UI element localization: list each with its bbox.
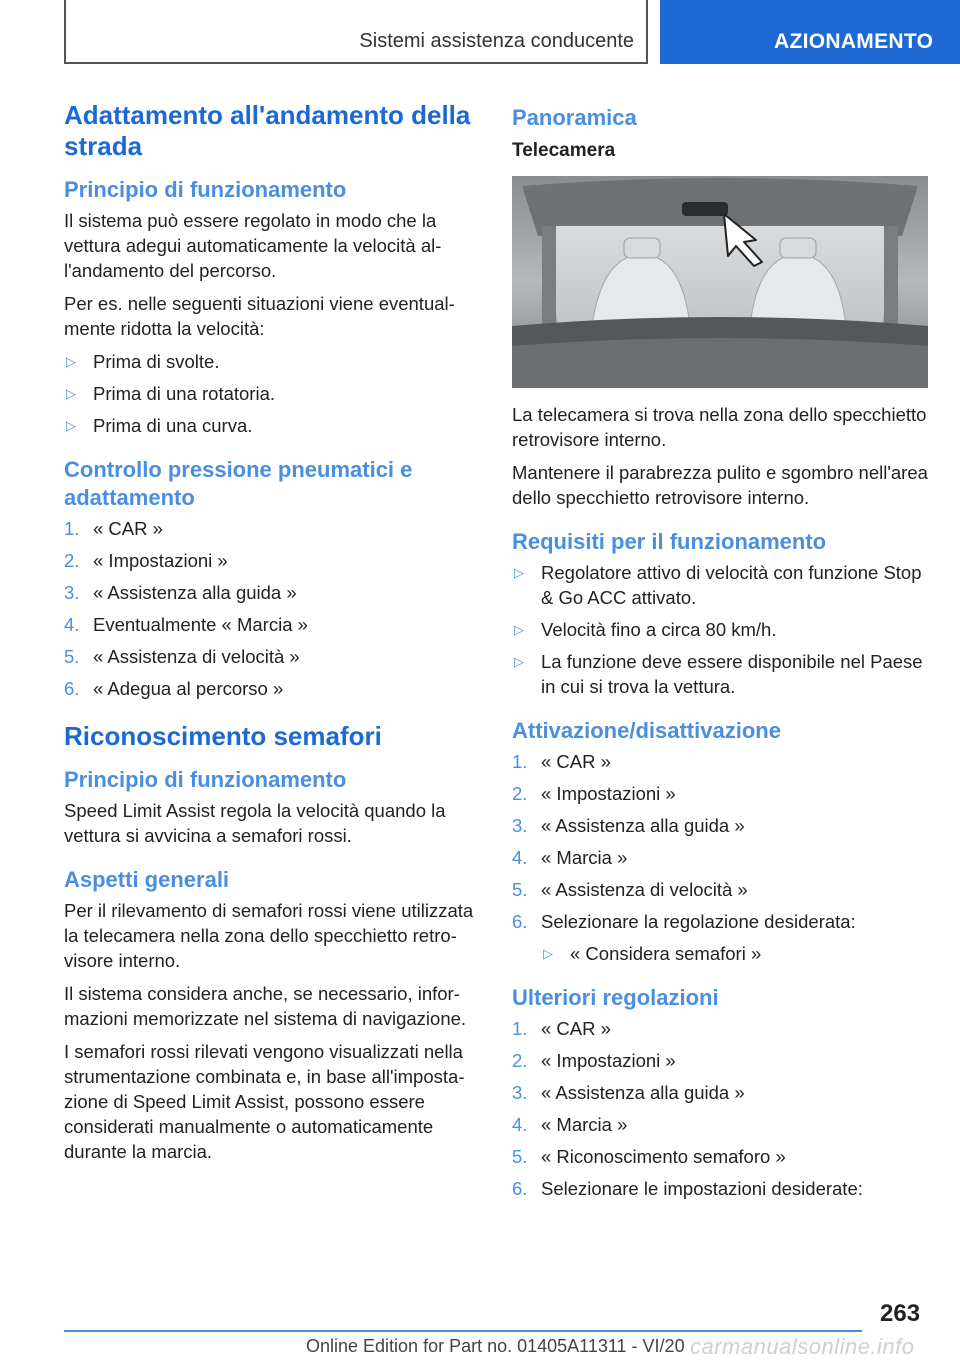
bullet-list [64,349,482,438]
chapter-title: AZIONAMENTO [774,30,934,53]
paragraph: Per es. nelle seguenti situazioni viene eventualmente ridotta la velocità: [64,293,455,339]
camera-location-image [512,176,928,388]
heading-principle-1: Principio di funzionamento [64,177,347,202]
triangle-bullet-icon: ▷ [66,418,76,433]
heading-overview: Panoramica [512,105,637,130]
list-item: 5. « Assistenza di velocità » [512,879,748,900]
footer-divider [64,1330,862,1332]
page-header [0,0,960,66]
list-item: ▷ Velocità fino a circa 80 km/h. [514,619,777,640]
heading-further-settings: Ulteriori regolazioni [512,985,719,1010]
paragraph: Il sistema considera anche, se necessario, informazioni memorizzate nel sistema di navigazione. [64,983,467,1029]
list-item: 2. « Impostazioni » [512,1050,676,1071]
list-item: 6. Selezionare la regolazione desiderata: [512,911,856,932]
triangle-bullet-icon: ▷ [66,354,76,369]
paragraph: Mantenere il parabrezza pulito e sgombro nell'area dello specchietto retrovisore interno. [512,462,928,508]
triangle-bullet-icon: ▷ [514,565,524,580]
list-item: 2. « Impostazioni » [512,783,676,804]
list-item: 1. « CAR » [512,1018,611,1039]
list-item: ▷ Prima di una curva. [66,415,253,436]
triangle-bullet-icon: ▷ [543,946,553,961]
list-item: 3. « Assistenza alla guida » [512,815,745,836]
paragraph: Speed Limit Assist regola la velocità quando la vettura si avvicina a semafori rossi. [64,800,446,846]
sub-bullet-list [512,941,932,966]
section-tab [64,0,648,64]
triangle-bullet-icon: ▷ [514,654,524,669]
triangle-bullet-icon: ▷ [66,386,76,401]
watermark: carmanualsonline.info [690,1334,915,1359]
list-item: ▷ La funzione deve essere disponibile nel Paese in cui si trova la vettura. [514,651,923,697]
heading-principle-2: Principio di funzionamento [64,767,347,792]
list-item: ▷ « Considera semafori » [543,943,762,964]
paragraph: Il sistema può essere regolato in modo che la vettura adegui automaticamente la velocità all'andamento del percorso. [64,210,442,281]
heading-road-adaptation: Adattamento all'andamento della strada [64,100,471,161]
right-column [512,100,932,1208]
list-item: 3. « Assistenza alla guida » [512,1082,745,1103]
heading-requirements: Requisiti per il funzionamento [512,529,827,554]
triangle-bullet-icon: ▷ [514,622,524,637]
list-item: 6. Selezionare le impostazioni desiderate: [512,1178,863,1199]
list-item: ▷ Prima di svolte. [66,351,220,372]
heading-general: Aspetti generali [64,867,230,892]
heading-tyre-pressure: Controllo pressione pneumatici e adattamento [64,457,413,510]
paragraph: I semafori rossi rilevati vengono visualizzati nella strumentazione combinata e, in base all'impostazione di Speed Limit Assist, possono essere considerati manualmente o automaticamente durante la marcia. [64,1041,465,1162]
list-item: 5. « Riconoscimento semaforo » [512,1146,786,1167]
section-title: Sistemi assistenza conducente [359,30,634,52]
list-item: 2. « Impostazioni » [64,550,228,571]
list-item: ▷ Regolatore attivo di velocità con funzione Stop & Go ACC attivato. [514,562,922,608]
steps-list [512,749,932,934]
edition-note: Online Edition for Part no. 01405A11311 - VI/20 [306,1336,685,1356]
list-item: 1. « CAR » [512,751,611,772]
list-item: 4. Eventualmente « Marcia » [64,614,308,635]
steps-list [64,516,482,701]
steps-list [512,1016,932,1201]
label-camera: Telecamera [512,140,616,161]
list-item: 4. « Marcia » [512,847,628,868]
page-number: 263 [880,1300,921,1327]
paragraph: La telecamera si trova nella zona dello specchietto retrovisore interno. [512,404,927,450]
heading-activation: Attivazione/disattivazione [512,718,781,743]
list-item: 5. « Assistenza di velocità » [64,646,300,667]
list-item: ▷ Prima di una rotatoria. [66,383,276,404]
list-item: 6. « Adegua al percorso » [64,678,284,699]
left-column [64,100,482,1172]
heading-traffic-lights: Riconoscimento semafori [64,721,382,751]
bullet-list [512,560,932,699]
list-item: 4. « Marcia » [512,1114,628,1135]
paragraph: Per il rilevamento di semafori rossi viene utilizzata la telecamera nella zona dello specchietto retrovisore interno. [64,900,474,971]
list-item: 1. « CAR » [64,518,163,539]
list-item: 3. « Assistenza alla guida » [64,582,297,603]
chapter-tab [660,0,960,64]
